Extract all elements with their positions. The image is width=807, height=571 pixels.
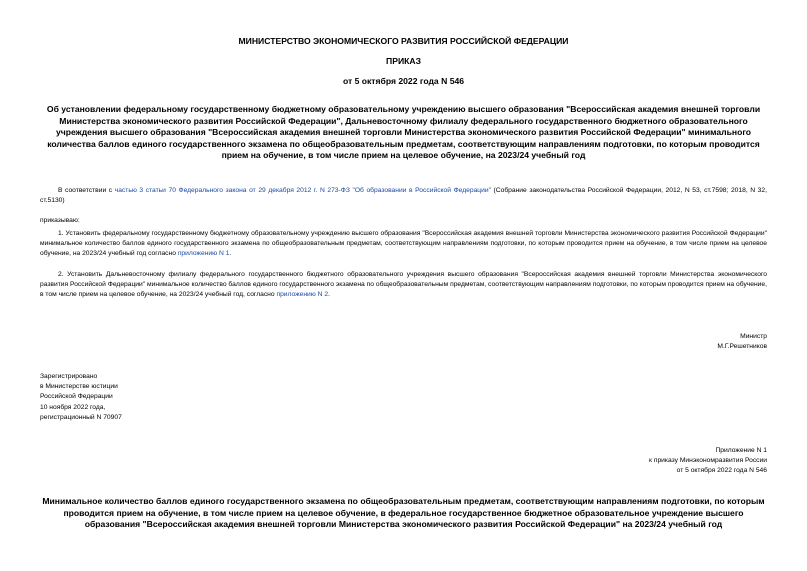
ministry-name: МИНИСТЕРСТВО ЭКОНОМИЧЕСКОГО РАЗВИТИЯ РОССИЙСКОЙ ФЕДЕРАЦИИ [238, 36, 569, 46]
registration-block [40, 372, 122, 423]
order-word: приказываю: [40, 217, 80, 224]
order-item-2-text: 2. Установить Дальневосточному филиалу федерального государственного бюджетного образовательного учреждения высшего образования "Всероссийская академия внешней торговли Министерства экономического развития Российской Федерации" минимальное количество баллов единого государственного экзамена по общеобразовательным предметам, соответствующим направлениям подготовки, по которым проводится прием на обучение, в том числе прием на целевое обучение, на 2023/24 учебный год, согласно [40, 271, 767, 299]
preamble [40, 186, 767, 206]
order-item-1 [40, 229, 767, 260]
appendix-ref-line: к приказу Минэкономразвития России [649, 457, 767, 465]
signature-name: М.Г.Решетников [717, 343, 767, 351]
order-item-2-end: . [328, 291, 330, 299]
signature-position: Министр [740, 333, 767, 340]
appendix-reference [649, 446, 767, 477]
appendix-ref-line: от 5 октября 2022 года N 546 [676, 467, 767, 475]
registration-line: 10 ноября 2022 года, [40, 403, 106, 411]
registration-line: Российской Федерации [40, 393, 113, 401]
order-item-1-end: . [229, 250, 232, 258]
order-item-2 [40, 270, 767, 301]
signature-block [717, 332, 767, 352]
federal-law-link[interactable]: частью 3 статьи 70 Федерального закона от 29 декабря 2012 г. N 273-ФЗ "Об образовании в Российской Федерации" [114, 187, 491, 194]
document-title: Об установлении федеральному государственному бюджетному образовательному учреждению высшего образования "Всероссийская академия внешней торговли Министерства экономического развития Российской Федерации", Дальневосточному филиалу федерального государственного бюджетного образовательного учреждения высшего образования "Всероссийская академия внешней торговли Министерства экономического развития Российской Федерации" минимального количества баллов единого государственного экзамена по общеобразовательным предметам, соответствующим направлениям подготовки, по которым проводится прием на обучение, в том числе прием на целевое обучение, на 2023/24 учебный год [46, 104, 761, 160]
document-date-number: от 5 октября 2022 года N 546 [342, 76, 465, 86]
document-type: ПРИКАЗ [386, 56, 421, 66]
appendix-2-link[interactable]: приложению N 2 [276, 291, 329, 299]
registration-line: в Министерстве юстиции [40, 383, 118, 391]
order-item-1-text: 1. Установить федеральному государственному бюджетному образовательному учреждению высшего образования "Всероссийская академия внешней торговли Министерства экономического развития Российской Федерации" минимальное количество баллов единого государственного экзамена по общеобразовательным предметам, соответствующим направлениям подготовки, по которым проводится прием на обучение, в том числе прием на целевое обучение, на 2023/24 учебный год согласно [40, 230, 767, 258]
registration-line: Зарегистрировано [40, 373, 98, 380]
appendix-ref-line: Приложение N 1 [715, 447, 767, 454]
registration-line: регистрационный N 70907 [40, 413, 122, 421]
preamble-suffix: (Собрание законодательства Российской Федерации, 2012, N 53, ст.7598; 2018, N 32, ст.5130) [40, 187, 767, 205]
preamble-prefix: В соответствии с [58, 187, 115, 194]
appendix-1-link[interactable]: приложению N 1 [177, 250, 230, 258]
appendix-title: Минимальное количество баллов единого государственного экзамена по общеобразовательным предметам, соответствующим направлениям подготовки, по которым проводится прием на обучение, в том числе прием на целевое обучение, в федеральное государственное бюджетное образовательное учреждение высшего образования "Всероссийская академия внешней торговли Министерства экономического развития Российской Федерации" на 2023/24 учебный год [42, 496, 765, 529]
